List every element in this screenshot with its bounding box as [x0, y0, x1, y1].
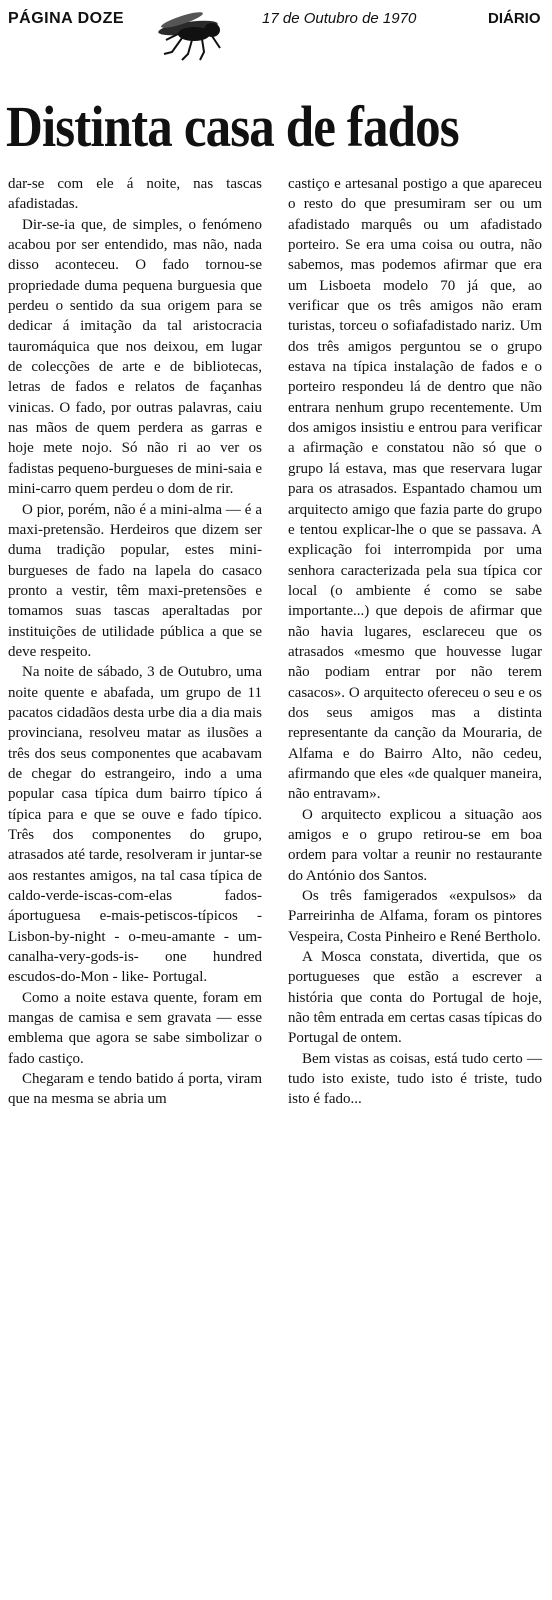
article-paragraph: Bem vistas as coisas, está tudo certo — tudo isto existe, tudo isto é triste, tudo isto é fado... [288, 1050, 542, 1108]
article-column-right [288, 174, 542, 1110]
page-number-label: PÁGINA DOZE [8, 10, 125, 27]
article-headline: Distinta casa de fados [6, 94, 459, 159]
fly-icon [142, 4, 238, 64]
article-paragraph: O pior, porém, não é a mini-alma — é a maxi-pretensão. Herdeiros que dizem ser duma tradição popular, estes mini-burgueses de fado na lapela do casaco pronto a vestir, têm maxi-pretensões e tomamos suas tascas aperaltadas por instituições de utilidade pública a que se deve respeito. [8, 501, 262, 660]
article-column-left [8, 174, 262, 1110]
issue-date: 17 de Outubro de 1970 [262, 10, 417, 27]
article-paragraph: A Mosca constata, divertida, que os portugueses que estão a escrever a história que conta do Portugal de hoje, não têm entrada em certas casas típicas do Portugal de ontem. [288, 949, 542, 1047]
page-header [0, 0, 552, 60]
article-paragraph: O arquitecto explicou a situação aos amigos e o grupo retirou-se em boa ordem para voltar a reunir no restaurante do António dos Santos. [288, 806, 542, 884]
article-paragraph: castiço e artesanal postigo a que apareceu o resto do que presumiram ser ou um afadistado marquês ou um afadistado porteiro. Se era uma coisa ou outra, não sabemos, mas podemos afirmar que era um Lisboeta modelo 70 já que, ao verificar que os três amigos não eram turistas, torceu o sofiafadistado nariz. Um dos três amigos perguntou se o grupo estava na típica instalação de fados e o porteiro respondeu lá de dentro que não entrara nenhum grupo recentemente. Um dos amigos insistiu e entrou para verificar a afirmação e constatou não só que o grupo lá estava, mas que reservara lugar para os atrasados. Espantado chamou um arquitecto amigo que fazia parte do grupo e tentou explicar-lhe o que se passava. A explicação foi interrompida por uma senhora caracterizada pela sua típica cor local (o ambiente é como se sabe importante...) que depois de afirmar que não havia lugares, esclareceu que os atrasados «mesmo que houvesse lugar não podiam entrar por não terem casacos». O arquitecto ofereceu o seu e os dos seus amigos mas a distinta representante da canção da Mouraria, de Alfama e do Bairro Alto, não cedeu, afirmando que eles «de qualquer maneira, não entravam». [288, 176, 542, 803]
article-paragraph: Como a noite estava quente, foram em mangas de camisa e sem gravata — esse emblema que agora se sabe simbolizar o fado castiço. [8, 989, 262, 1067]
article-paragraph: dar-se com ele á noite, nas tascas afadistadas. [8, 176, 262, 213]
article-paragraph: Na noite de sábado, 3 de Outubro, uma noite quente e abafada, um grupo de 11 pacatos cidadãos desta urbe dia a dia mais provinciana, resolveu matar as ilusões a três dos seus componentes que acabavam de chegar do estrangeiro, indo a uma popular casa típica dum bairro típico á típica para e que se ouve e fado típico. Três dos componentes do grupo, atrasados até tarde, resolveram ir juntar-se aos restantes amigos, na tal casa típica de caldo-verde-iscas-com-elas fados-áportuguesa e-mais-petiscos-típicos - Lisbon-by-night - o-meu-amante - um-canalha-very-gods-is- one hundred escudos-do-Mon - like- Portugal. [8, 664, 262, 986]
article-paragraph: Os três famigerados «expulsos» da Parreirinha de Alfama, foram os pintores Vespeira, Costa Pinheiro e René Bertholo. [288, 888, 542, 945]
newspaper-name: DIÁRIO [488, 10, 541, 27]
article-paragraph: Dir-se-ia que, de simples, o fenómeno acabou por ser entendido, mas não, nada disso aconteceu. O fado tornou-se propriedade duma pequena burguesia que perdeu o sentido da sua origem para se dedicar á imitação da tal aristocracia tauromáquica que nos deixou, em lugar de colecções de arte e de bibliotecas, letras de fados e relatos de façanhas vinicas. O fado, por outras palavras, caiu nas mãos de quem perdera as garras e hoje mete nojo. Só não ri ao ver os fadistas pequeno-burgueses de mini-saia e mini-carro quem perdeu o dom de rir. [8, 216, 262, 498]
article-paragraph: Chegaram e tendo batido á porta, viram que na mesma se abria um [8, 1071, 262, 1108]
